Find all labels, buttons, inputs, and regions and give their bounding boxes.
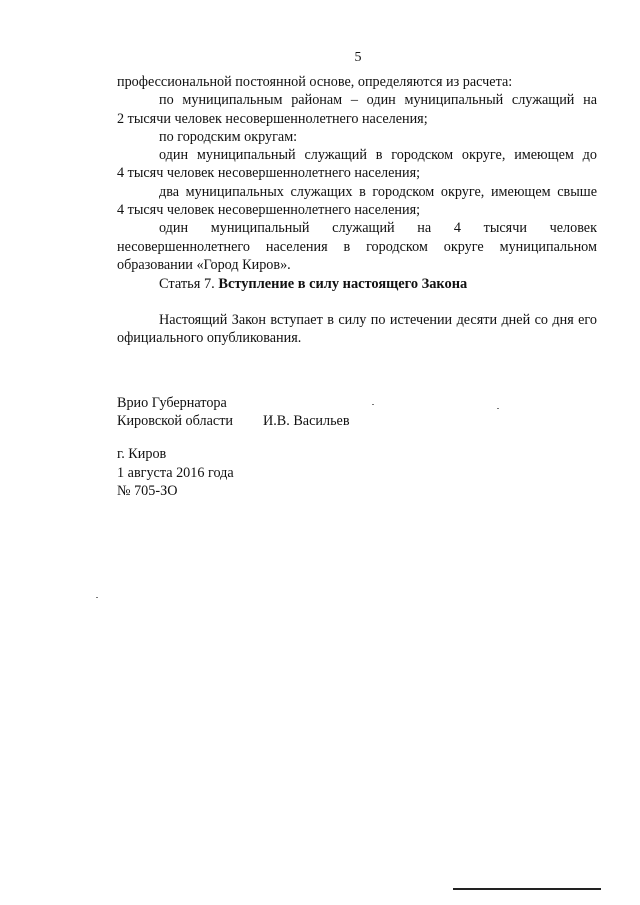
body-line: 4 тысяч человек несовершеннолетнего населения; — [117, 202, 421, 219]
date: 1 августа 2016 года — [117, 464, 234, 481]
body-line: по городским округам: — [159, 128, 298, 145]
body-line: по муниципальным районам – один муниципальный служащий на — [159, 92, 597, 109]
body-line: 2 тысячи человек несовершеннолетнего населения; — [117, 110, 428, 127]
clause-line: официального опубликования. — [117, 330, 302, 347]
body-line: профессиональной постоянной основе, определяются из расчета: — [117, 74, 513, 90]
clause-line: Настоящий Закон вступает в силу по истечении десяти дней со дня его — [159, 312, 597, 328]
body-line: образовании «Город Киров». — [117, 256, 291, 273]
place-date-block — [117, 445, 234, 501]
body-line: один муниципальный служащий на 4 тысячи человек — [159, 220, 597, 237]
body-line: несовершеннолетнего населения в городском округе муниципальном — [117, 238, 597, 255]
signatory-position-line2: Кировской области — [117, 413, 233, 429]
body-line: 4 тысяч человек несовершеннолетнего населения; — [117, 165, 421, 182]
signatory-position-line1: Врио Губернатора — [117, 395, 227, 411]
document-number: № 705-ЗО — [117, 483, 178, 499]
signatory-name: И.В. Васильев — [263, 413, 350, 429]
article-prefix: Статья 7. — [159, 276, 215, 292]
page-number: 5 — [354, 50, 362, 65]
scan-speck — [96, 597, 98, 598]
scan-speck — [372, 404, 374, 405]
body-line: один муниципальный служащий в городском округе, имеющем до — [159, 147, 597, 164]
bottom-rule — [453, 888, 601, 890]
article-heading — [159, 276, 467, 293]
place: г. Киров — [117, 446, 167, 462]
body-text — [117, 73, 597, 274]
body-line: два муниципальных служащих в городском округе, имеющем свыше — [159, 183, 597, 200]
scan-speck — [497, 408, 499, 409]
article-title: Вступление в силу настоящего Закона — [218, 276, 468, 292]
clause-text — [117, 311, 597, 348]
